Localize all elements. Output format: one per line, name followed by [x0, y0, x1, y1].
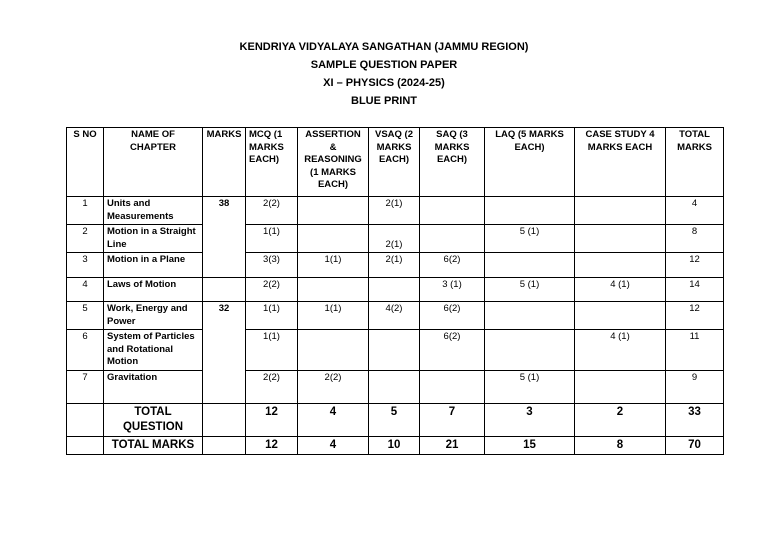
vsaq-cell: 4(2)	[369, 302, 420, 330]
total-marks-row	[67, 436, 724, 454]
total-question-empty-cell	[67, 403, 104, 436]
ar-cell	[298, 197, 369, 225]
table-row	[67, 370, 724, 403]
saq-cell: 6(2)	[420, 253, 485, 278]
total-marks-vsaq: 10	[369, 436, 420, 454]
total-question-total: 33	[666, 403, 724, 436]
sno-cell: 3	[67, 253, 104, 278]
marks-group-cell: 38	[203, 197, 246, 278]
ar-cell: 1(1)	[298, 253, 369, 278]
mcq-cell: 1(1)	[246, 302, 298, 330]
table-row	[67, 197, 724, 225]
blueprint-table	[66, 127, 724, 455]
total-question-laq: 3	[485, 403, 575, 436]
vsaq-cell	[369, 370, 420, 403]
chapter-cell: Units and Measurements	[104, 197, 203, 225]
marks-group-cell: 32	[203, 302, 246, 404]
total-marks-total: 70	[666, 436, 724, 454]
total-cell: 14	[666, 278, 724, 302]
saq-cell	[420, 197, 485, 225]
sno-cell: 4	[67, 278, 104, 302]
col-header-case: CASE STUDY 4 MARKS EACH	[575, 128, 666, 197]
col-header-chapter: NAME OF CHAPTER	[104, 128, 203, 197]
blueprint-title: BLUE PRINT	[351, 95, 417, 107]
total-marks-laq: 15	[485, 436, 575, 454]
table-row	[67, 253, 724, 278]
ar-cell	[298, 330, 369, 371]
mcq-cell: 1(1)	[246, 330, 298, 371]
col-header-marks: MARKS	[203, 128, 246, 197]
header-row	[67, 128, 724, 197]
total-marks-mcq: 12	[246, 436, 298, 454]
total-marks-label: TOTAL MARKS	[104, 436, 203, 454]
laq-cell	[485, 302, 575, 330]
mcq-cell: 2(2)	[246, 370, 298, 403]
total-marks-saq: 21	[420, 436, 485, 454]
total-cell: 11	[666, 330, 724, 371]
saq-cell: 6(2)	[420, 302, 485, 330]
sno-cell: 5	[67, 302, 104, 330]
saq-cell	[420, 225, 485, 253]
table-row	[67, 225, 724, 253]
marks-empty-cell	[203, 278, 246, 302]
laq-cell	[485, 330, 575, 371]
ar-cell: 2(2)	[298, 370, 369, 403]
vsaq-cell: 2(1)	[369, 253, 420, 278]
case-cell	[575, 253, 666, 278]
total-cell: 12	[666, 253, 724, 278]
table-row	[67, 278, 724, 302]
total-question-label: TOTAL QUESTION	[104, 403, 203, 436]
total-marks-marks-empty	[203, 436, 246, 454]
case-cell	[575, 302, 666, 330]
chapter-cell: Motion in a Straight Line	[104, 225, 203, 253]
mcq-cell: 3(3)	[246, 253, 298, 278]
vsaq-cell: 2(1)	[369, 197, 420, 225]
vsaq-cell	[369, 225, 420, 253]
total-question-case: 2	[575, 403, 666, 436]
case-cell	[575, 370, 666, 403]
col-header-mcq: MCQ (1 MARKS EACH)	[246, 128, 298, 197]
total-cell: 8	[666, 225, 724, 253]
total-question-saq: 7	[420, 403, 485, 436]
sno-cell: 6	[67, 330, 104, 371]
col-header-laq: LAQ (5 MARKS EACH)	[485, 128, 575, 197]
total-question-ar: 4	[298, 403, 369, 436]
chapter-cell: Laws of Motion	[104, 278, 203, 302]
sno-cell: 1	[67, 197, 104, 225]
chapter-cell: Motion in a Plane	[104, 253, 203, 278]
case-cell	[575, 197, 666, 225]
ar-cell	[298, 278, 369, 302]
total-cell: 9	[666, 370, 724, 403]
total-question-vsaq: 5	[369, 403, 420, 436]
table-row	[67, 302, 724, 330]
vsaq-value: 2(1)	[385, 238, 403, 250]
case-cell: 4 (1)	[575, 278, 666, 302]
total-question-marks-empty	[203, 403, 246, 436]
laq-cell	[485, 197, 575, 225]
chapter-cell: Gravitation	[104, 370, 203, 403]
col-header-saq: SAQ (3 MARKS EACH)	[420, 128, 485, 197]
laq-cell	[485, 253, 575, 278]
paper-title: SAMPLE QUESTION PAPER	[310, 59, 458, 71]
total-question-mcq: 12	[246, 403, 298, 436]
ar-cell	[298, 225, 369, 253]
mcq-cell: 2(2)	[246, 197, 298, 225]
saq-cell: 6(2)	[420, 330, 485, 371]
mcq-cell: 1(1)	[246, 225, 298, 253]
case-cell: 4 (1)	[575, 330, 666, 371]
col-header-sno: S NO	[67, 128, 104, 197]
laq-cell: 5 (1)	[485, 370, 575, 403]
org-title: KENDRIYA VIDYALAYA SANGATHAN (JAMMU REGION)	[239, 41, 529, 53]
col-header-vsaq: VSAQ (2 MARKS EACH)	[369, 128, 420, 197]
saq-cell	[420, 370, 485, 403]
subject-title: XI – PHYSICS (2024-25)	[323, 77, 445, 89]
table-row	[67, 330, 724, 371]
total-marks-empty-cell	[67, 436, 104, 454]
mcq-cell: 2(2)	[246, 278, 298, 302]
total-marks-case: 8	[575, 436, 666, 454]
total-cell: 4	[666, 197, 724, 225]
case-cell	[575, 225, 666, 253]
sno-cell: 2	[67, 225, 104, 253]
laq-cell: 5 (1)	[485, 278, 575, 302]
chapter-cell: Work, Energy and Power	[104, 302, 203, 330]
col-header-total: TOTAL MARKS	[666, 128, 724, 197]
ar-cell: 1(1)	[298, 302, 369, 330]
vsaq-cell	[369, 330, 420, 371]
saq-cell: 3 (1)	[420, 278, 485, 302]
total-cell: 12	[666, 302, 724, 330]
document-header	[0, 38, 768, 110]
chapter-cell: System of Particles and Rotational Motion	[104, 330, 203, 371]
sno-cell: 7	[67, 370, 104, 403]
total-question-row	[67, 403, 724, 436]
laq-cell: 5 (1)	[485, 225, 575, 253]
total-marks-ar: 4	[298, 436, 369, 454]
col-header-assertion: ASSERTION & REASONING (1 MARKS EACH)	[298, 128, 369, 197]
vsaq-cell	[369, 278, 420, 302]
